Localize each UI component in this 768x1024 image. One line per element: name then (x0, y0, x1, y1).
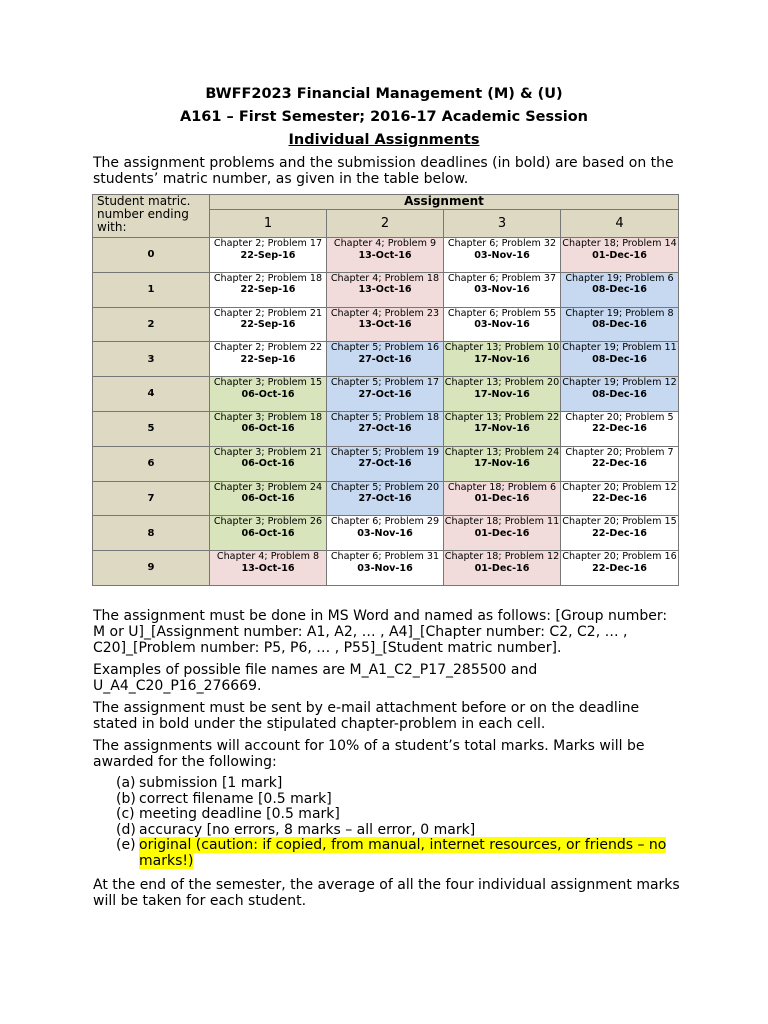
assignment-cell (561, 342, 679, 377)
assignment-cell (444, 238, 561, 273)
matric-header: Student matric. number ending with: (93, 195, 210, 238)
criteria-marker: (c) (116, 806, 135, 822)
assignment-cell (210, 551, 327, 586)
assignment-cell (210, 307, 327, 342)
chapter-problem: Chapter 5; Problem 16 (330, 342, 440, 354)
closing-paragraph: At the end of the semester, the average of all the four individual assignment marks will be taken for each student. (93, 877, 680, 909)
chapter-problem: Chapter 6; Problem 55 (447, 307, 557, 319)
assignment-col-4: 4 (561, 210, 679, 238)
deadline-date: 08-Dec-16 (592, 353, 647, 365)
assignment-cell (561, 238, 679, 273)
assignment-cell (327, 411, 444, 446)
deadline-date: 22-Sep-16 (240, 249, 296, 261)
submission-paragraph: The assignment must be sent by e-mail attachment before or on the deadline stated in bold under the stipulated chapter-problem in each cell. (93, 700, 640, 732)
chapter-problem: Chapter 6; Problem 29 (330, 516, 440, 528)
criteria-list (116, 776, 686, 869)
assignment-cell (444, 551, 561, 586)
assignment-cell (444, 481, 561, 516)
table-row (93, 516, 679, 551)
table-row (93, 551, 679, 586)
chapter-problem: Chapter 4; Problem 9 (333, 238, 437, 249)
criteria-item (116, 838, 686, 869)
assignment-cell (561, 516, 679, 551)
course-title: BWFF2023 Financial Management (M) & (U) (205, 86, 563, 102)
chapter-problem: Chapter 6; Problem 31 (330, 551, 440, 563)
assignment-col-1: 1 (210, 210, 327, 238)
assignment-cell (210, 342, 327, 377)
chapter-problem: Chapter 3; Problem 21 (213, 446, 323, 458)
chapter-problem: Chapter 13; Problem 22 (444, 411, 560, 423)
deadline-date: 17-Nov-16 (474, 353, 530, 365)
deadline-date: 03-Nov-16 (474, 284, 530, 296)
chapter-problem: Chapter 2; Problem 17 (213, 238, 323, 249)
assignment-cell (327, 481, 444, 516)
deadline-date: 22-Sep-16 (240, 353, 296, 365)
assignment-cell (327, 446, 444, 481)
assignment-cell (327, 272, 444, 307)
chapter-problem: Chapter 13; Problem 10 (444, 342, 560, 354)
chapter-problem: Chapter 4; Problem 23 (330, 307, 440, 319)
chapter-problem: Chapter 20; Problem 16 (562, 551, 677, 563)
chapter-problem: Chapter 13; Problem 24 (444, 446, 560, 458)
marks-paragraph: The assignments will account for 10% of a student’s total marks. Marks will be awarded for the following: (93, 738, 645, 770)
deadline-date: 17-Nov-16 (474, 423, 530, 435)
chapter-problem: Chapter 5; Problem 17 (330, 377, 440, 389)
assignment-cell (327, 238, 444, 273)
deadline-date: 22-Dec-16 (592, 493, 647, 505)
deadline-date: 27-Oct-16 (358, 423, 412, 435)
examples-paragraph: Examples of possible file names are M_A1_C2_P17_285500 and U_A4_C20_P16_276669. (93, 662, 538, 694)
deadline-date: 03-Nov-16 (474, 319, 530, 331)
assignment-cell (327, 551, 444, 586)
deadline-date: 01-Dec-16 (474, 527, 530, 539)
deadline-date: 08-Dec-16 (592, 388, 647, 400)
deadline-date: 06-Oct-16 (241, 388, 295, 400)
assignment-cell (444, 446, 561, 481)
deadline-date: 27-Oct-16 (358, 458, 412, 470)
chapter-problem: Chapter 19; Problem 12 (562, 377, 677, 389)
criteria-text-highlighted: original (caution: if copied, from manual, internet resources, or friends – no marks!) (139, 837, 667, 869)
chapter-problem: Chapter 3; Problem 15 (213, 377, 323, 389)
deadline-date: 06-Oct-16 (241, 458, 295, 470)
assignment-cell (561, 411, 679, 446)
criteria-item (116, 792, 686, 808)
deadline-date: 06-Oct-16 (241, 423, 295, 435)
criteria-item (116, 823, 686, 839)
assignment-cell (561, 377, 679, 412)
chapter-problem: Chapter 20; Problem 7 (565, 446, 674, 458)
assignment-table-body (93, 238, 679, 586)
row-label: 2 (93, 307, 210, 342)
section-heading: Individual Assignments (288, 132, 480, 148)
assignment-cell (444, 516, 561, 551)
criteria-text: correct filename [0.5 mark] (139, 790, 332, 807)
assignment-cell (210, 446, 327, 481)
chapter-problem: Chapter 20; Problem 5 (565, 411, 674, 423)
deadline-date: 22-Dec-16 (592, 527, 647, 539)
criteria-text: meeting deadline [0.5 mark] (139, 806, 340, 822)
assignment-cell (561, 481, 679, 516)
assignment-cell (210, 481, 327, 516)
deadline-date: 13-Oct-16 (241, 562, 295, 574)
chapter-problem: Chapter 19; Problem 6 (565, 272, 674, 284)
row-label: 9 (93, 551, 210, 586)
deadline-date: 17-Nov-16 (474, 458, 530, 470)
table-row (93, 238, 679, 273)
assignment-cell (210, 516, 327, 551)
assignment-cell (444, 411, 561, 446)
chapter-problem: Chapter 3; Problem 24 (213, 481, 323, 493)
deadline-date: 22-Dec-16 (592, 458, 647, 470)
chapter-problem: Chapter 4; Problem 8 (216, 551, 320, 563)
deadline-date: 01-Dec-16 (474, 493, 530, 505)
row-label: 3 (93, 342, 210, 377)
assignment-header: Assignment (210, 195, 679, 210)
deadline-date: 27-Oct-16 (358, 493, 412, 505)
deadline-date: 01-Dec-16 (592, 249, 647, 261)
criteria-text: accuracy [no errors, 8 marks – all error, 0 mark] (139, 821, 476, 838)
table-row (93, 272, 679, 307)
chapter-problem: Chapter 18; Problem 6 (447, 481, 557, 493)
assignment-cell (327, 377, 444, 412)
assignment-cell (327, 516, 444, 551)
deadline-date: 17-Nov-16 (474, 388, 530, 400)
deadline-date: 03-Nov-16 (357, 527, 413, 539)
criteria-text: submission [1 mark] (139, 775, 283, 791)
row-label: 0 (93, 238, 210, 273)
assignment-cell (561, 272, 679, 307)
chapter-problem: Chapter 19; Problem 11 (562, 342, 677, 354)
assignment-cell (210, 377, 327, 412)
deadline-date: 08-Dec-16 (592, 284, 647, 296)
assignment-col-2: 2 (327, 210, 444, 238)
chapter-problem: Chapter 2; Problem 18 (213, 272, 323, 284)
deadline-date: 01-Dec-16 (474, 562, 530, 574)
chapter-problem: Chapter 18; Problem 11 (444, 516, 560, 528)
chapter-problem: Chapter 4; Problem 18 (330, 272, 440, 284)
deadline-date: 22-Dec-16 (592, 423, 647, 435)
naming-paragraph: The assignment must be done in MS Word and named as follows: [Group number: M or U]_[Assignment number: A1, A2, … , A4]_[Chapter number: C2, C2, … , C20]_[Problem number: P5, P6, … , P55]_[Student matric number]. (93, 608, 668, 656)
chapter-problem: Chapter 2; Problem 21 (213, 307, 323, 319)
row-label: 4 (93, 377, 210, 412)
criteria-marker: (e) (116, 837, 136, 853)
chapter-problem: Chapter 6; Problem 37 (447, 272, 557, 284)
deadline-date: 08-Dec-16 (592, 319, 647, 331)
table-row (93, 307, 679, 342)
criteria-marker: (d) (116, 821, 136, 838)
deadline-date: 06-Oct-16 (241, 493, 295, 505)
deadline-date: 22-Dec-16 (592, 562, 647, 574)
chapter-problem: Chapter 20; Problem 15 (562, 516, 677, 528)
chapter-problem: Chapter 3; Problem 18 (213, 411, 323, 423)
chapter-problem: Chapter 20; Problem 12 (562, 481, 677, 493)
assignment-table (92, 194, 679, 586)
session-title: A161 – First Semester; 2016-17 Academic Session (179, 109, 589, 125)
deadline-date: 22-Sep-16 (240, 319, 296, 331)
chapter-problem: Chapter 18; Problem 12 (444, 551, 560, 563)
assignment-cell (561, 551, 679, 586)
chapter-problem: Chapter 18; Problem 14 (562, 238, 677, 249)
deadline-date: 13-Oct-16 (358, 319, 412, 331)
assignment-cell (210, 272, 327, 307)
assignment-cell (210, 238, 327, 273)
deadline-date: 27-Oct-16 (358, 388, 412, 400)
deadline-date: 27-Oct-16 (358, 353, 412, 365)
assignment-cell (561, 446, 679, 481)
chapter-problem: Chapter 5; Problem 18 (330, 411, 440, 423)
intro-paragraph: The assignment problems and the submission deadlines (in bold) are based on the students’ matric number, as given in the table below. (93, 155, 674, 187)
chapter-problem: Chapter 5; Problem 19 (330, 446, 440, 458)
chapter-problem: Chapter 2; Problem 22 (213, 342, 323, 354)
deadline-date: 13-Oct-16 (358, 284, 412, 296)
row-label: 7 (93, 481, 210, 516)
assignment-col-3: 3 (444, 210, 561, 238)
deadline-date: 06-Oct-16 (241, 527, 295, 539)
chapter-problem: Chapter 6; Problem 32 (447, 238, 557, 249)
assignment-cell (444, 342, 561, 377)
criteria-marker: (a) (116, 775, 136, 791)
criteria-marker: (b) (116, 790, 136, 807)
criteria-item (116, 807, 686, 823)
table-row (93, 411, 679, 446)
chapter-problem: Chapter 19; Problem 8 (565, 307, 674, 319)
row-label: 8 (93, 516, 210, 551)
deadline-date: 03-Nov-16 (474, 249, 530, 261)
assignment-cell (444, 377, 561, 412)
row-label: 1 (93, 272, 210, 307)
chapter-problem: Chapter 13; Problem 20 (444, 377, 560, 389)
assignment-cell (444, 307, 561, 342)
assignment-cell (327, 342, 444, 377)
row-label: 6 (93, 446, 210, 481)
deadline-date: 13-Oct-16 (358, 249, 412, 261)
assignment-cell (327, 307, 444, 342)
assignment-cell (210, 411, 327, 446)
chapter-problem: Chapter 3; Problem 26 (213, 516, 323, 528)
assignment-cell (561, 307, 679, 342)
assignment-cell (444, 272, 561, 307)
table-row (93, 377, 679, 412)
chapter-problem: Chapter 5; Problem 20 (330, 481, 440, 493)
criteria-item (116, 776, 686, 792)
deadline-date: 22-Sep-16 (240, 284, 296, 296)
deadline-date: 03-Nov-16 (357, 562, 413, 574)
row-label: 5 (93, 411, 210, 446)
table-row (93, 342, 679, 377)
table-row (93, 446, 679, 481)
table-row (93, 481, 679, 516)
